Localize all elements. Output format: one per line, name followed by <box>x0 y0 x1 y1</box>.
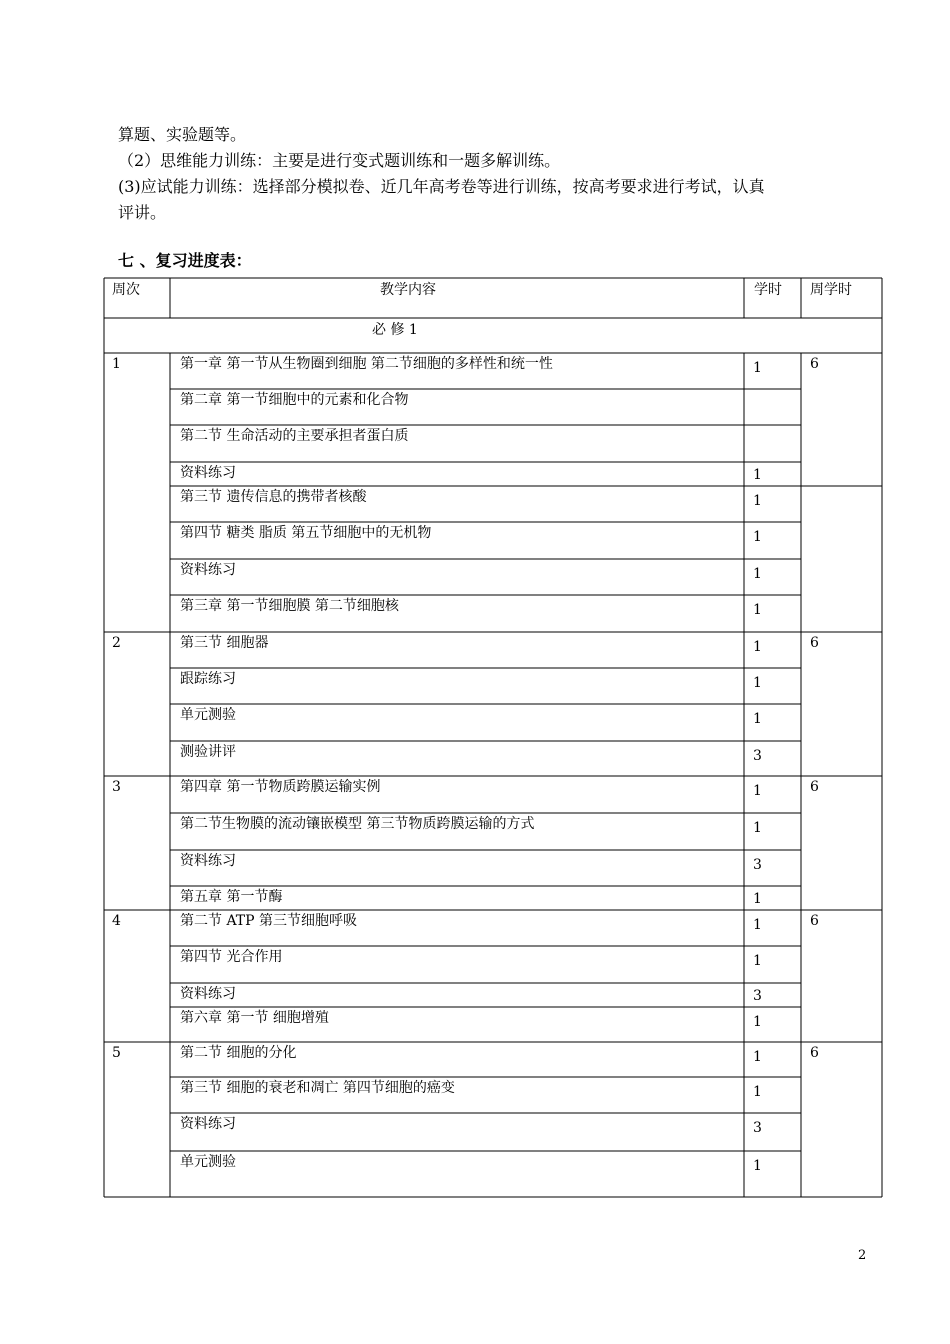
week-number: 4 <box>112 913 121 929</box>
table-row-hours: 1 <box>753 891 762 907</box>
table-row-hours: 3 <box>753 857 762 873</box>
week-number: 1 <box>112 356 121 372</box>
table-row-content: 第六章 第一节 细胞增殖 <box>180 1010 329 1026</box>
table-row-hours: 1 <box>753 917 762 933</box>
table-row-content: 第二节 ATP 第三节细胞呼吸 <box>180 913 358 929</box>
table-row-content: 第三节 细胞器 <box>180 635 269 651</box>
table-row-content: 资料练习 <box>180 465 236 481</box>
table-row-content: 资料练习 <box>180 562 236 578</box>
table-row-hours: 1 <box>753 711 762 727</box>
week-number: 5 <box>112 1045 121 1061</box>
weekly-hours: 6 <box>810 779 819 795</box>
table-row-content: 第四节 光合作用 <box>180 949 283 965</box>
table-row-content: 第二节生物膜的流动镶嵌模型 第三节物质跨膜运输的方式 <box>180 816 535 832</box>
paragraph-line-2: （2）思维能力训练：主要是进行变式题训练和一题多解训练。 <box>118 151 561 170</box>
week-number: 2 <box>112 635 121 651</box>
section-heading: 七 、复习进度表： <box>118 251 252 270</box>
table-row-hours: 1 <box>753 1049 762 1065</box>
paragraph-line-3: (3)应试能力训练：选择部分模拟卷、近几年高考卷等进行训练，按高考要求进行考试，认真 <box>118 177 765 196</box>
table-row-hours: 1 <box>753 493 762 509</box>
header-hours: 学时 <box>754 282 782 298</box>
paragraph-line-4: 评讲。 <box>118 203 167 222</box>
table-row-hours: 3 <box>753 988 762 1004</box>
table-row-content: 资料练习 <box>180 986 236 1002</box>
page-number: 2 <box>858 1248 867 1263</box>
weekly-hours: 6 <box>810 356 819 372</box>
table-row-content: 第五章 第一节酶 <box>180 889 283 905</box>
weekly-hours: 6 <box>810 913 819 929</box>
header-content: 教学内容 <box>380 282 436 298</box>
table-row-content: 第二节 细胞的分化 <box>180 1045 297 1061</box>
table-row-content: 第一章 第一节从生物圈到细胞 第二节细胞的多样性和统一性 <box>180 356 553 372</box>
table-row-content: 第四节 糖类 脂质 第五节细胞中的无机物 <box>180 525 432 541</box>
table-row-hours: 1 <box>753 566 762 582</box>
header-week: 周次 <box>112 282 140 298</box>
table-row-hours: 3 <box>753 1120 762 1136</box>
table-row-content: 跟踪练习 <box>180 671 236 687</box>
weekly-hours: 6 <box>810 635 819 651</box>
table-row-content: 测验讲评 <box>180 744 236 760</box>
table-row-hours: 1 <box>753 602 762 618</box>
table-row-content: 第二节 生命活动的主要承担者蛋白质 <box>180 428 409 444</box>
week-number: 3 <box>112 779 121 795</box>
table-row-content: 第四章 第一节物质跨膜运输实例 <box>180 779 381 795</box>
table-row-hours: 1 <box>753 953 762 969</box>
table-row-hours: 1 <box>753 467 762 483</box>
table-row-hours: 1 <box>753 1084 762 1100</box>
module-label: 必 修 1 <box>372 322 418 338</box>
table-row-hours: 1 <box>753 639 762 655</box>
table-row-content: 第三节 遗传信息的携带者核酸 <box>180 489 367 505</box>
paragraph-line-1: 算题、实验题等。 <box>118 125 247 144</box>
table-row-hours: 3 <box>753 748 762 764</box>
table-row-hours: 1 <box>753 1158 762 1174</box>
table-row-hours: 1 <box>753 783 762 799</box>
table-row-content: 第三节 细胞的衰老和凋亡 第四节细胞的癌变 <box>180 1080 455 1096</box>
table-row-content: 资料练习 <box>180 1116 236 1132</box>
header-weekly-hours: 周学时 <box>810 282 852 298</box>
table-row-content: 单元测验 <box>180 707 236 723</box>
table-row-hours: 1 <box>753 360 762 376</box>
table-row-hours: 1 <box>753 529 762 545</box>
table-row-hours: 1 <box>753 1014 762 1030</box>
weekly-hours: 6 <box>810 1045 819 1061</box>
table-row-content: 第三章 第一节细胞膜 第二节细胞核 <box>180 598 399 614</box>
table-row-hours: 1 <box>753 675 762 691</box>
table-row-content: 单元测验 <box>180 1154 236 1170</box>
table-row-hours: 1 <box>753 820 762 836</box>
table-row-content: 资料练习 <box>180 853 236 869</box>
table-row-content: 第二章 第一节细胞中的元素和化合物 <box>180 392 409 408</box>
